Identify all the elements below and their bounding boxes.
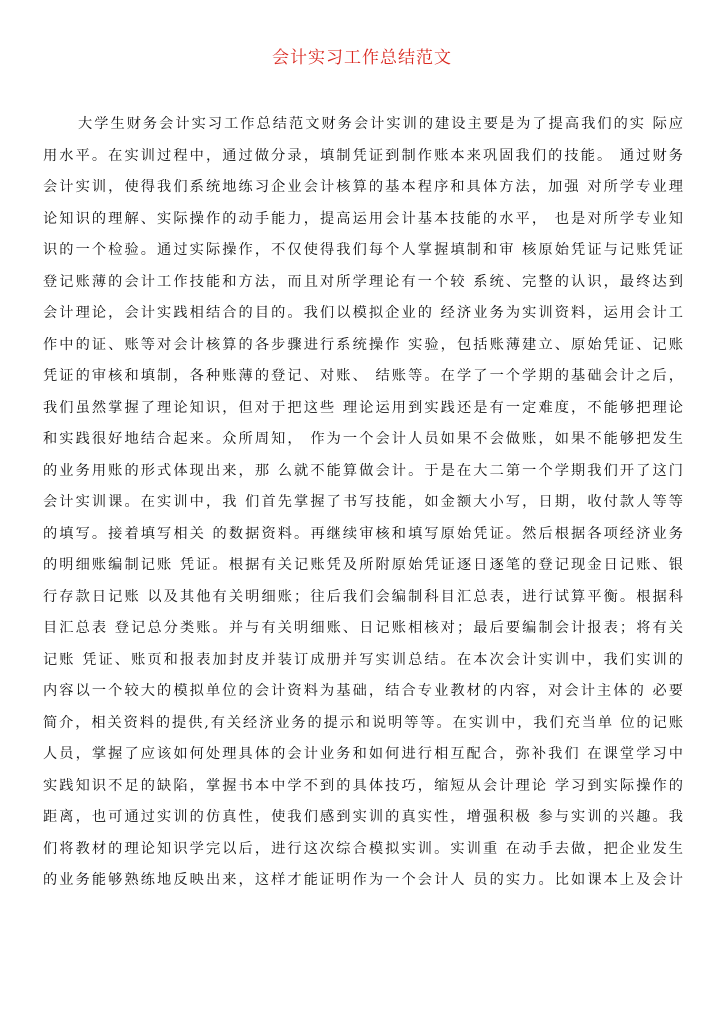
body-line: 会计实训，使得我们系统地练习企业会计核算的基本程序和具体方法，加强 对所学专业理 <box>43 179 683 195</box>
body-line: 凭证的审核和填制，各种账薄的登记、对账、 结账等。在学了一个学期的基础会计之后， <box>43 368 683 384</box>
body-line: 我们虽然掌握了理论知识，但对于把这些 理论运用到实践还是有一定难度，不能够把理论 <box>43 399 683 416</box>
document-body <box>43 109 683 897</box>
body-line: 大学生财务会计实习工作总结范文财务会计实训的建设主要是为了提高我们的实 际应 <box>78 116 683 132</box>
body-line: 的业务用账的形式体现出来，那 么就不能算做会计。于是在大二第一个学期我们开了这门 <box>43 462 683 479</box>
body-line: 实践知识不足的缺陷，掌握书本中学不到的具体技巧，缩短从会计理论 学习到实际操作的 <box>43 777 683 794</box>
body-line: 行存款日记账 以及其他有关明细账；往后我们会编制科目汇总表，进行试算平衡。根据科 <box>43 588 683 605</box>
body-line: 人员，掌握了应该如何处理具体的会计业务和如何进行相互配合，弥补我们 在课堂学习中 <box>43 746 683 762</box>
body-line: 登记账薄的会计工作技能和方法，而且对所学理论有一个较 系统、完整的认识，最终达到 <box>43 273 683 290</box>
body-line: 作中的证、账等对会计核算的各步骤进行系统操作 实验，包括账薄建立、原始凭证、记账 <box>43 336 683 353</box>
body-line: 用水平。在实训过程中，通过做分录，填制凭证到制作账本来巩固我们的技能。 通过财务 <box>43 147 683 164</box>
body-line: 论知识的理解、实际操作的动手能力，提高运用会计基本技能的水平， 也是对所学专业知 <box>43 210 683 227</box>
body-line: 的业务能够熟练地反映出来，这样才能证明作为一个会计人 员的实力。比如课本上及会计 <box>43 872 683 888</box>
body-line: 记账 凭证、账页和报表加封皮并装订成册并写实训总结。在本次会计实训中，我们实训的 <box>43 651 683 668</box>
document-title: 会计实习工作总结范文 <box>272 48 452 68</box>
body-line: 目汇总表 登记总分类账。并与有关明细账、日记账相核对；最后要编制会计报表；将有关 <box>43 620 683 636</box>
body-line: 简介，相关资料的提供,有关经济业务的提示和说明等等。在实训中，我们充当单 位的记账 <box>43 714 683 731</box>
body-line: 识的一个检验。通过实际操作，不仅使得我们每个人掌握填制和审 核原始凭证与记账凭证 <box>43 242 683 258</box>
body-line: 和实践很好地结合起来。众所周知， 作为一个会计人员如果不会做账，如果不能够把发生 <box>43 431 683 447</box>
body-line: 会计实训课。在实训中，我 们首先掌握了书写技能，如金额大小写，日期，收付款人等等 <box>43 494 683 510</box>
body-line: 们将教材的理论知识学完以后，进行这次综合模拟实训。实训重 在动手去做，把企业发生 <box>43 840 683 857</box>
body-line: 的填写。接着填写相关 的数据资料。再继续审核和填写原始凭证。然后根据各项经济业务 <box>43 525 683 542</box>
body-line: 内容以一个较大的模拟单位的会计资料为基础，结合专业教材的内容，对会计主体的 必要 <box>43 683 683 699</box>
body-line: 的明细账编制记账 凭证。根据有关记账凭及所附原始凭证逐日逐笔的登记现金日记账、银 <box>43 557 683 573</box>
body-line: 会计理论，会计实践相结合的目的。我们以模拟企业的 经济业务为实训资料，运用会计工 <box>43 305 683 321</box>
body-line: 距离，也可通过实训的仿真性，使我们感到实训的真实性，增强积极 参与实训的兴趣。我 <box>43 809 683 825</box>
